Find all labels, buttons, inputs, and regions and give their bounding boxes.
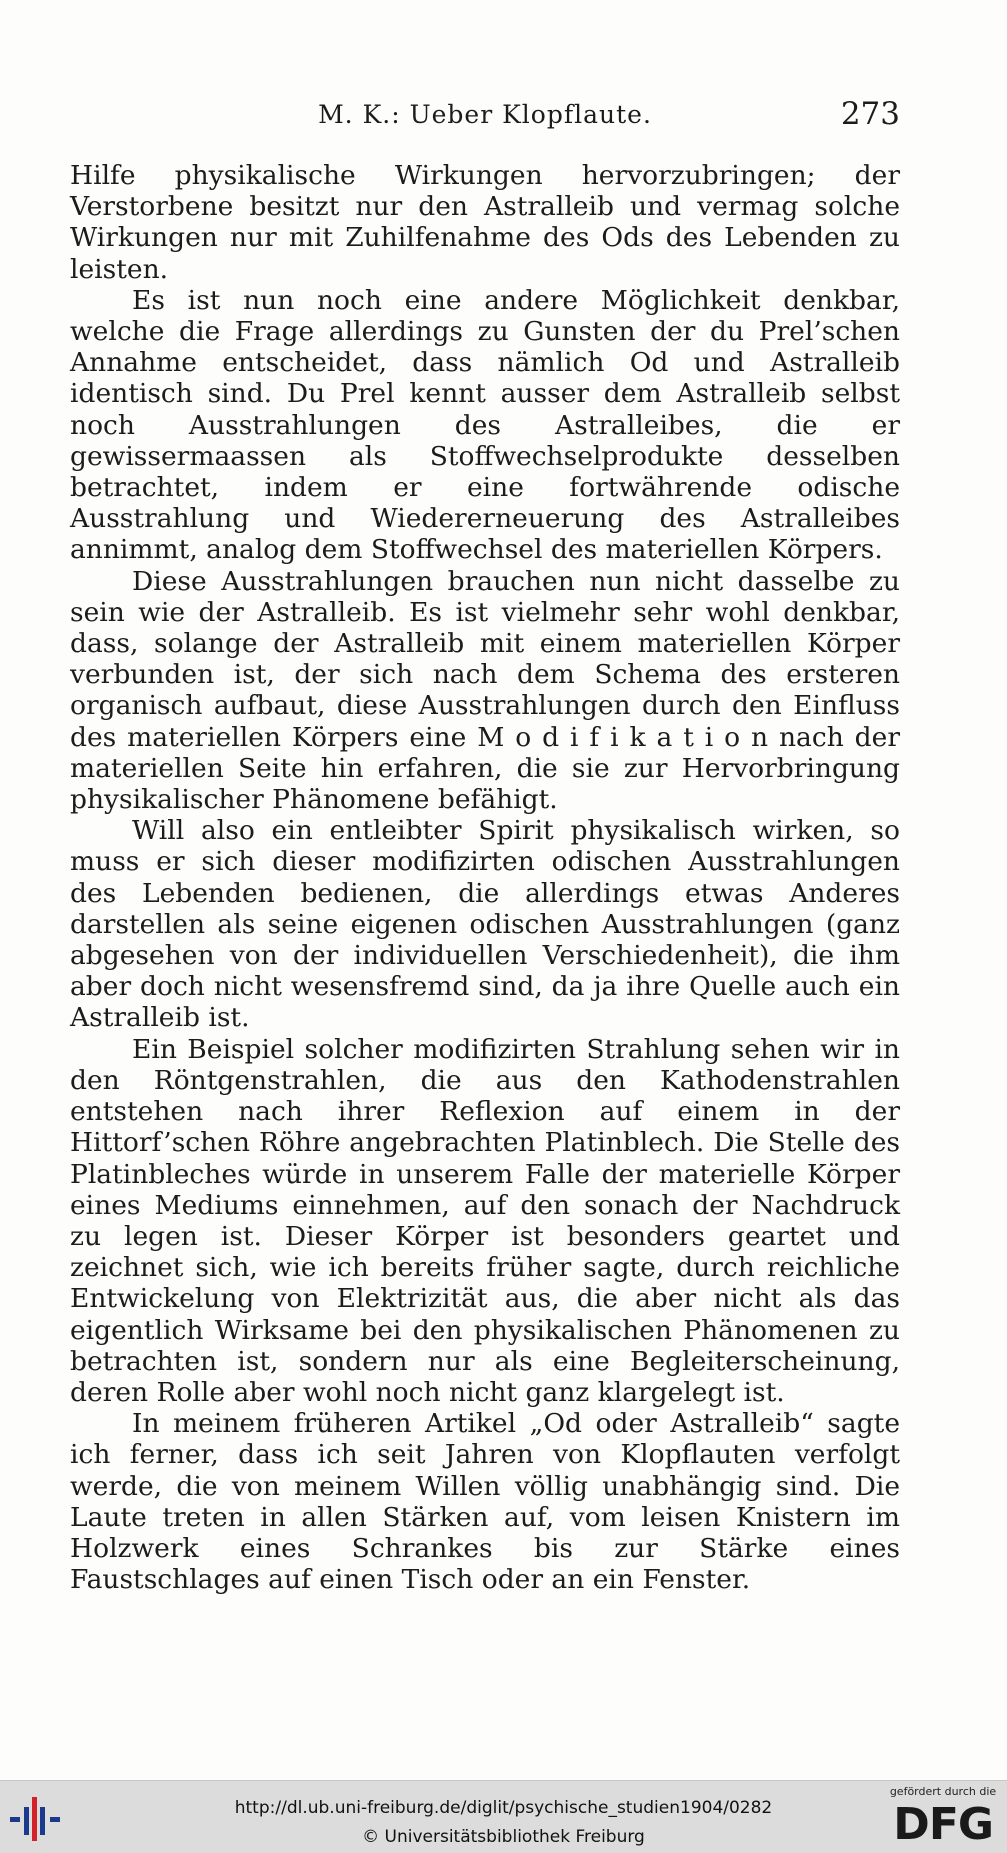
- viewer-footer: [0, 1780, 1007, 1853]
- dfg-wordmark: DFG: [893, 1799, 993, 1850]
- paragraph-2: Es ist nun noch eine andere Möglichkeit denkbar, welche die Frage allerdings zu Gunsten der du Prel’schen Annahme entscheidet, dass nämlich Od und Astralleib identisch sind. Du Prel kennt ausser dem Astralleib selbst noch Ausstrahlungen des Astralleibes, die er gewissermaassen als Stoffwechselprodukte desselben betrachtet, indem er eine fortwährende odische Ausstrahlung und Wiedererneuerung des Astralleibes annimmt, analog dem Stoffwechsel des materiellen Körpers.: [70, 284, 900, 566]
- running-title: M. K.: Ueber Klopflaute.: [318, 100, 652, 129]
- paragraph-1: Hilfe physikalische Wirkungen hervorzubringen; der Verstorbene besitzt nur den Astralleib und vermag solche Wirkungen nur mit Zuhilfenahme des Ods des Lebenden zu leisten.: [70, 160, 900, 285]
- paragraph-6: In meinem früheren Artikel „Od oder Astralleib“ sagte ich ferner, dass ich seit Jahren von Klopflauten verfolgt werde, die von meinem Willen völlig unabhängig sind. Die Laute treten in allen Stärken auf, vom leisen Knistern im Holzwerk eines Schrankes bis zur Stärke eines Faustschlages auf einen Tisch oder an ein Fenster.: [70, 1408, 900, 1596]
- funding-note: gefördert durch die: [889, 1785, 997, 1798]
- dfg-logo: [887, 1785, 999, 1851]
- running-head: [70, 96, 900, 136]
- paragraph-5: Ein Beispiel solcher modifizirten Strahlung sehen wir in den Röntgenstrahlen, die aus den Kathodenstrahlen entstehen nach ihrer Reflexion auf einem in der Hittorf’schen Röhre angebrachten Platinblech. Die Stelle des Platinbleches würde in unserem Falle der materielle Körper eines Mediums einnehmen, auf den sonach der Nachdruck zu legen ist. Dieser Körper ist besonders geartet und zeichnet sich, wie ich bereits früher sagte, durch reichliche Entwickelung von Elektrizität aus, die aber nicht als das eigentlich Wirksame bei den physikalischen Phänomenen zu betrachten ist, sondern nur als eine Begleiterscheinung, deren Rolle aber wohl noch nicht ganz klargelegt ist.: [70, 1033, 900, 1408]
- body-text: [70, 160, 900, 1595]
- document-url[interactable]: http://dl.ub.uni-freiburg.de/diglit/psychische_studien1904/0282: [234, 1798, 773, 1818]
- page-number: 273: [840, 96, 900, 132]
- copyright-notice: © Universitätsbibliothek Freiburg: [362, 1827, 645, 1847]
- paragraph-3: Diese Ausstrahlungen brauchen nun nicht dasselbe zu sein wie der Astralleib. Es ist vielmehr sehr wohl denkbar, dass, solange der Astralleib mit einem materiellen Körper verbunden ist, der sich nach dem Schema des ersteren organisch aufbaut, diese Ausstrahlungen durch den Einfluss des materiellen Körpers eine M o d i f i k a t i o n nach der materiellen Seite hin erfahren, die sie zur Hervorbringung physikalischer Phänomene befähigt.: [70, 565, 900, 816]
- paragraph-4: Will also ein entleibter Spirit physikalisch wirken, so muss er sich dieser modifizirten odischen Ausstrahlungen des Lebenden bedienen, die allerdings etwas Anderes darstellen als seine eigenen odischen Ausstrahlungen (ganz abgesehen von der individuellen Verschiedenheit), die ihm aber doch nicht wesensfremd sind, da ja ihre Quelle auch ein Astralleib ist.: [70, 815, 900, 1034]
